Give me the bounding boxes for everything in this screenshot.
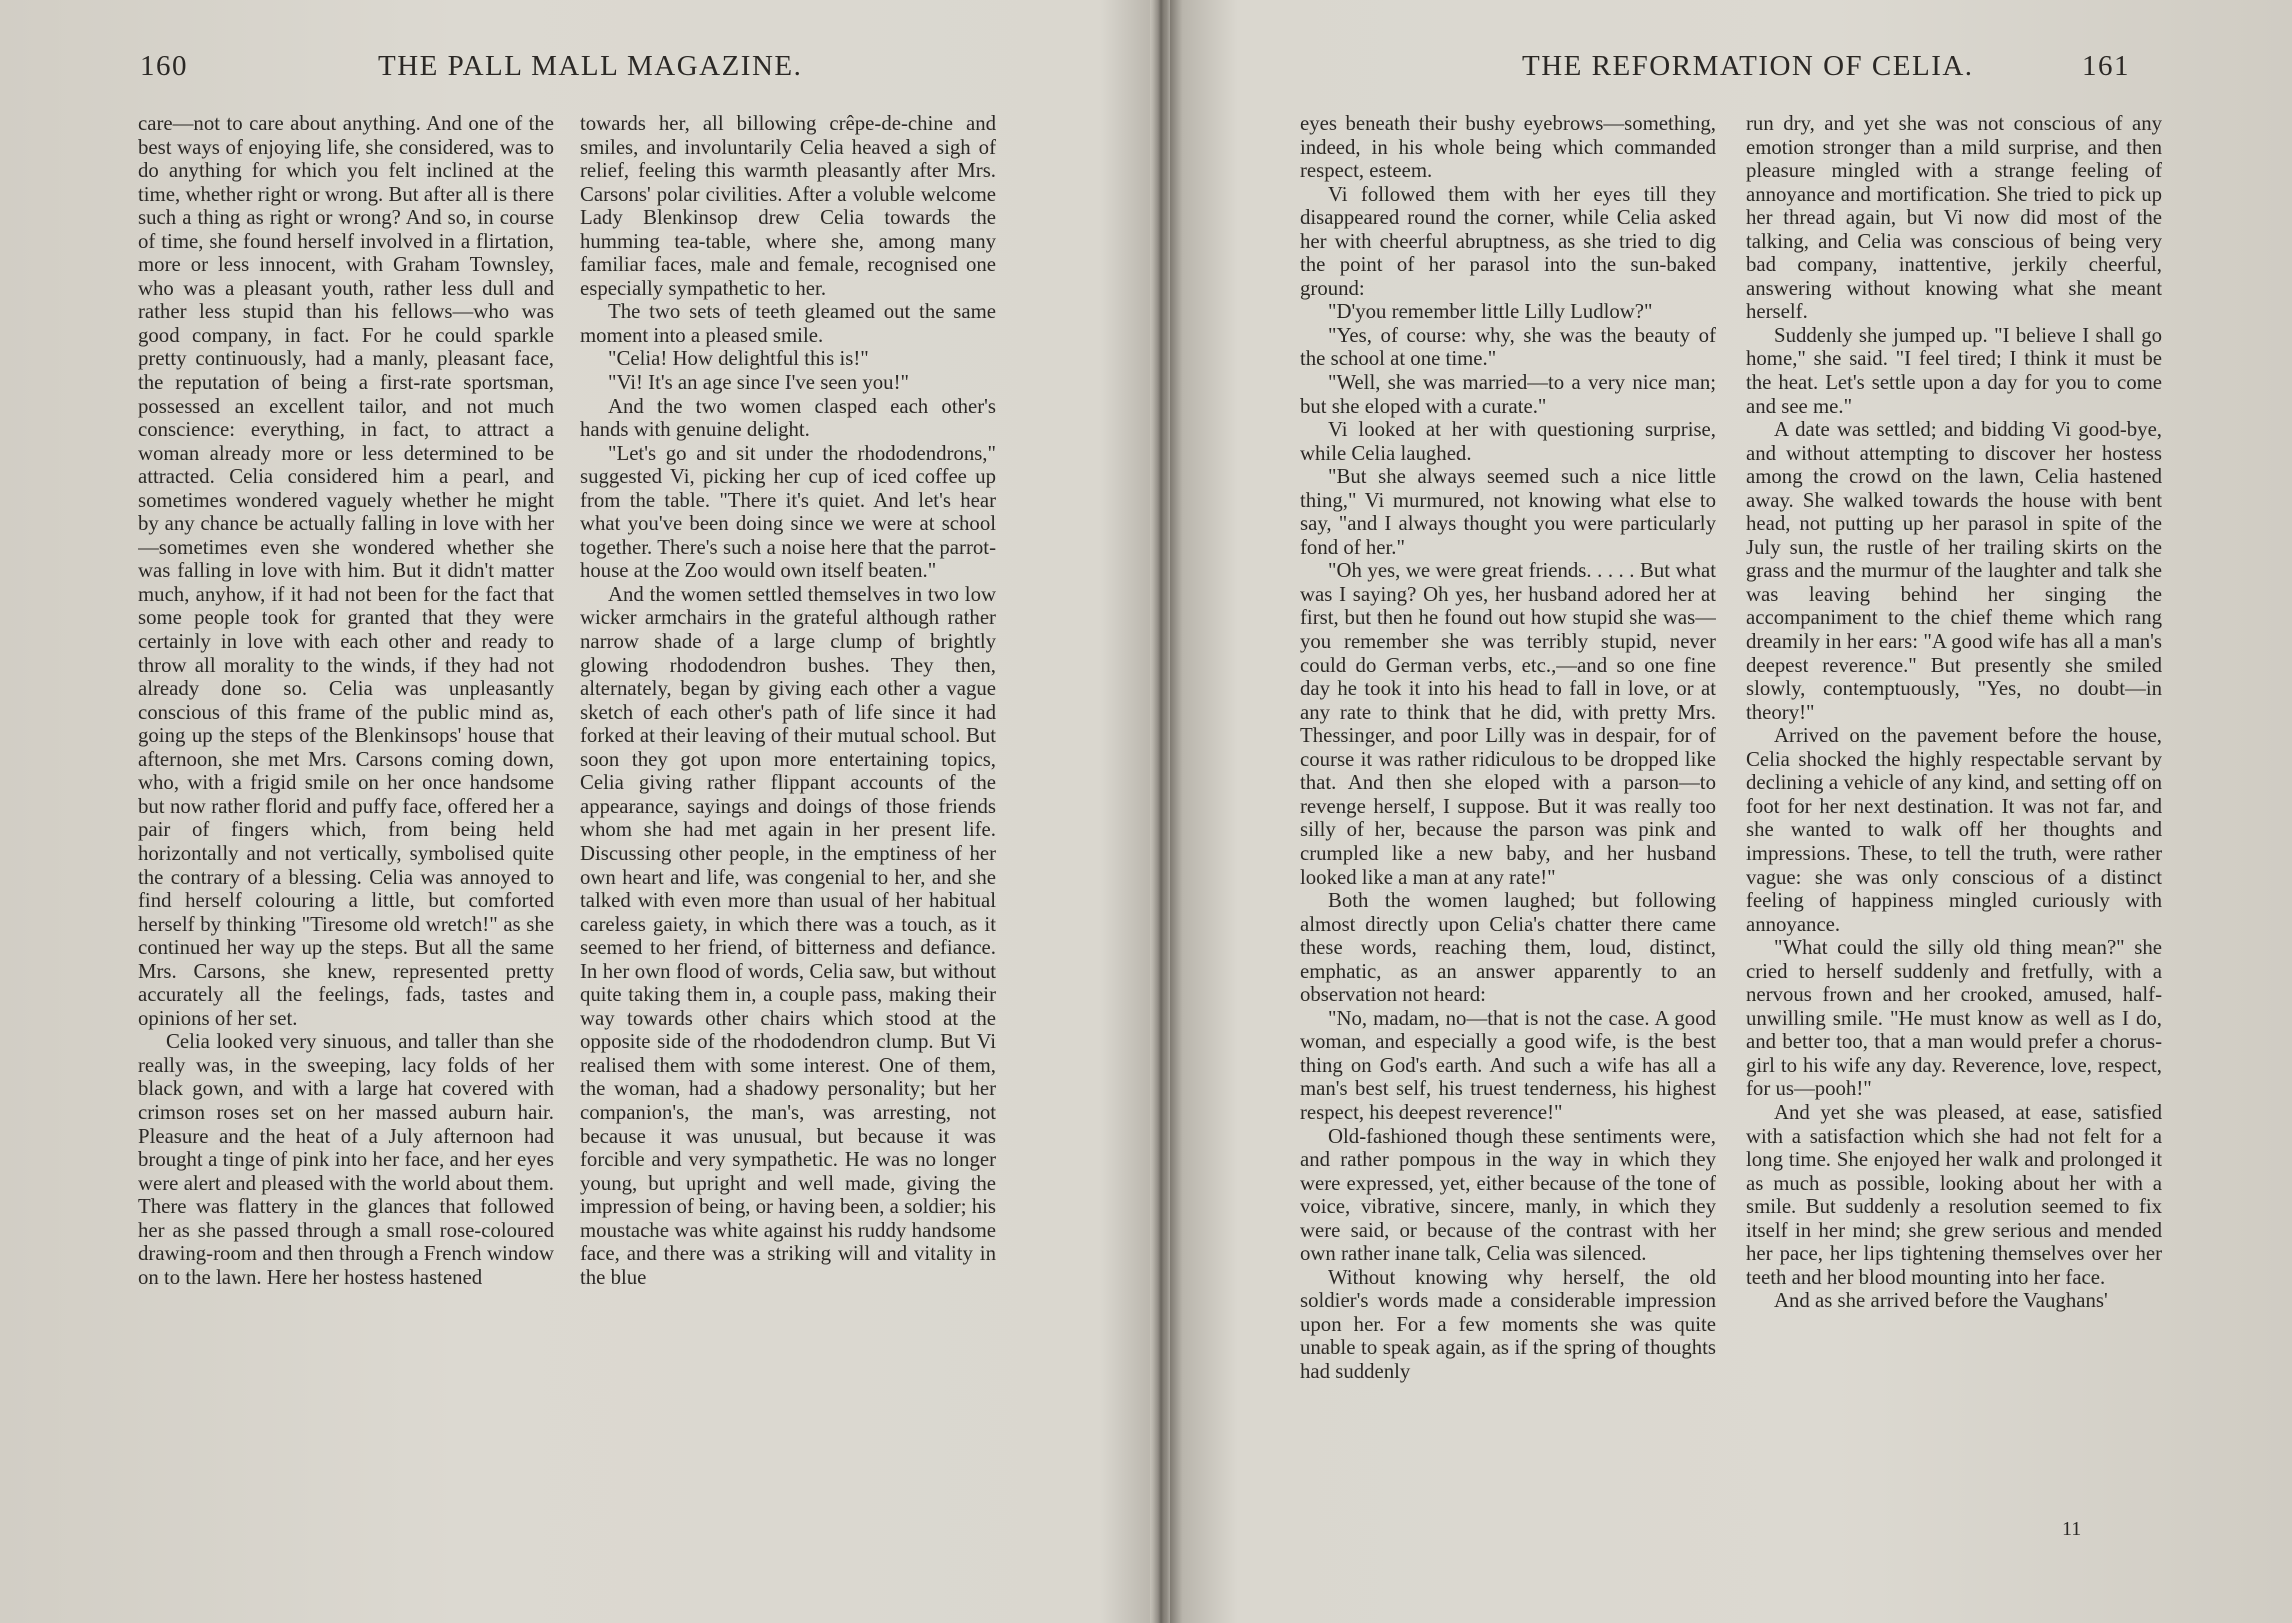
paragraph: "Vi! It's an age since I've seen you!": [608, 371, 909, 395]
paragraph: Vi followed them with her eyes till they disappeared round the corner, while Celia asked her with cheerful abruptness, as she tried to dig the point of her parasol into the sun-baked ground:: [1300, 182, 1716, 300]
paragraph: "Celia! How delightful this is!": [608, 347, 869, 371]
paragraph: "What could the silly old thing mean?" she cried to herself suddenly and fretfully, with a nervous frown and her crooked, amused, half-unwilling smile. "He must know as well as I do, and better too, that a man would prefer a chorus-girl to his wife any day. Reverence, love, respect, for us—pooh!": [1746, 936, 2162, 1101]
paragraph: A date was settled; and bidding Vi good-bye, and without attempting to discover her hostess among the crowd on the lawn, Celia hastened away. She walked towards the house with bent head, not putting up her parasol in spite of the July sun, the rustle of her trailing skirts on the grass and the murmur of the laughter and talk she was leaving behind her singing the accompaniment to the chief theme which rang dreamily in her ears: "A good wife has all a man's deepest reverence." But presently she smiled slowly, contemptuously, "Yes, no doubt—in theory!": [1746, 418, 2162, 724]
paragraph: And the two women clasped each other's hands with genuine delight.: [580, 394, 996, 442]
paragraph: "D'you remember little Lilly Ludlow?": [1328, 300, 1653, 324]
paragraph: "Yes, of course: why, she was the beauty of the school at one time.": [1300, 323, 1716, 371]
left-page-header: [0, 50, 1150, 86]
paragraph: "No, madam, no—that is not the case. A good woman, and especially a good wife, is the best thing on God's earth. And such a wife has all a man's best self, his truest tenderness, his highest respect, his deepest reverence!": [1300, 1006, 1716, 1124]
right-page-number: 161: [2082, 50, 2130, 82]
paragraph: Celia looked very sinuous, and taller than she really was, in the sweeping, lacy folds of her black gown, and with a large hat covered with crimson roses set on her massed auburn hair. Pleasure and the heat of a July afternoon had brought a tinge of pink into her face, and her eyes were alert and pleased with the world about them. There was flattery in the glances that followed her as she passed through a small rose-coloured drawing-room and then through a French window on to the lawn. Here her hostess hastened: [138, 1030, 554, 1289]
left-column-1: [138, 112, 554, 1512]
right-column-2: [1746, 112, 2162, 1512]
paragraph: "Well, she was married—to a very nice man; but she eloped with a curate.": [1300, 371, 1716, 418]
paragraph: Old-fashioned though these sentiments were, and rather pompous in the way in which they were expressed, yet, either because of the tone of voice, vibrative, sincere, manly, in which they were said, or because of the contrast with her own rather inane talk, Celia was silenced.: [1300, 1124, 1716, 1266]
paragraph: Arrived on the pavement before the house, Celia shocked the highly respectable servant by declining a vehicle of any kind, and setting off on foot for her next destination. It was not far, and she wanted to walk off her thoughts and impressions. These, to tell the truth, were rather vague: she was only conscious of a distinct feeling of happiness mingled curiously with annoyance.: [1746, 724, 2162, 936]
paragraph: "But she always seemed such a nice little thing," Vi murmured, not knowing what else to say, "and I always thought you were particularly fond of her.": [1300, 465, 1716, 559]
paragraph: "Oh yes, we were great friends. . . . . But what was I saying? Oh yes, her husband adored her at first, but then he found out how stupid she was—you remember she was terribly stupid, never could do German verbs, etc.,—and so one fine day he took it into his head to fall in love, or at any rate to think that he did, with pretty Mrs. Thessinger, and poor Lilly was in despair, for of course it was rather ridiculous to be dropped like that. And then she eloped with a parson—to revenge herself, I suppose. But it was really too silly of her, because the parson was pink and crumpled like a new baby, and her husband looked like a man at any rate!": [1300, 559, 1716, 889]
paragraph: The two sets of teeth gleamed out the same moment into a pleased smile.: [580, 300, 996, 347]
paragraph: towards her, all billowing crêpe-de-chine and smiles, and involuntarily Celia heaved a sigh of relief, feeling this warmth pleasantly after Mrs. Carsons' polar civilities. After a voluble welcome Lady Blenkinsop drew Celia towards the humming tea-table, where she, among many familiar faces, male and female, recognised one especially sympathetic to her.: [580, 112, 996, 300]
right-column-1: [1300, 112, 1716, 1512]
paragraph: care—not to care about anything. And one of the best ways of enjoying life, she considered, was to do anything for which you felt inclined at the time, whether right or wrong. But after all is there such a thing as right or wrong? And so, in course of time, she found herself involved in a flirtation, more or less innocent, with Graham Townsley, who was a pleasant youth, rather less dull and rather less stupid than his fellows—who was good company, in fact. For he could sparkle pretty continuously, had a manly, pleasant face, the reputation of being a first-rate sportsman, possessed an excellent tailor, and not much conscience: everything, in fact, to attract a woman already more or less determined to be attracted. Celia considered him a pearl, and sometimes wondered vaguely whether he might by any chance be actually falling in love with her—sometimes even she wondered whether she was falling in love with him. But it didn't matter much, anyhow, if it had not been for the fact that some people took for granted that they were certainly in love with each other and ready to throw all morality to the winds, if they had not already done so. Celia was unpleasantly conscious of this frame of the public mind as, going up the steps of the Blenkinsops' house that afternoon, she met Mrs. Carsons coming down, who, with a frigid smile on her once handsome but now rather florid and puffy face, offered her a pair of fingers which, from being held horizontally and not vertically, symbolised quite the contrary of a blessing. Celia was annoyed to find herself colouring a little, but comforted herself by thinking "Tiresome old wretch!" as she continued her way up the steps. But all the same Mrs. Carsons, she knew, represented pretty accurately all the feelings, fads, tastes and opinions of her set.: [138, 112, 554, 1030]
paragraph: Without knowing why herself, the old soldier's words made a considerable impression upon her. For a few moments she was quite unable to speak again, as if the spring of thoughts had suddenly: [1300, 1265, 1716, 1383]
right-page-header: [1170, 50, 2292, 86]
paragraph: run dry, and yet she was not conscious of any emotion stronger than a mild surprise, and then pleasure mingled with a strange feeling of annoyance and mortification. She tried to pick up her thread again, but Vi now did most of the talking, and Celia was conscious of being very bad company, inattentive, jerkily cheerful, answering without knowing what she meant herself.: [1746, 112, 2162, 324]
paragraph: "Let's go and sit under the rhododendrons," suggested Vi, picking her cup of iced coffee up from the table. "There it's quiet. And let's hear what you've been doing since we were at school together. There's such a noise here that the parrot-house at the Zoo would own itself beaten.": [580, 441, 996, 583]
book-gutter: [1150, 0, 1170, 1623]
left-page-number: 160: [140, 50, 188, 82]
paragraph: Vi looked at her with questioning surprise, while Celia laughed.: [1300, 418, 1716, 465]
paragraph: Suddenly she jumped up. "I believe I shall go home," she said. "I feel tired; I think it must be the heat. Let's settle upon a day for you to come and see me.": [1746, 323, 2162, 418]
paragraph: Both the women laughed; but following almost directly upon Celia's chatter there came these words, reaching them, loud, distinct, emphatic, as an answer apparently to an observation not heard:: [1300, 889, 1716, 1007]
left-column-2: [580, 112, 996, 1512]
paragraph: And as she arrived before the Vaughans': [1774, 1289, 2108, 1313]
left-running-head: THE PALL MALL MAGAZINE.: [378, 50, 803, 82]
paragraph: And the women settled themselves in two low wicker armchairs in the grateful although rather narrow shade of a large clump of brightly glowing rhododendron bushes. They then, alternately, began by giving each other a vague sketch of each other's path of life since it had forked at their leaving of their mutual school. But soon they got upon more entertaining topics, Celia giving rather flippant accounts of the appearance, sayings and doings of those friends whom she had met again in her present life. Discussing other people, in the emptiness of her own heart and life, was congenial to her, and she talked with even more than usual of her habitual careless gaiety, in which there was a touch, as it seemed to her friend, of bitterness and defiance. In her own flood of words, Celia saw, but without quite taking them in, a couple pass, making their way towards other chairs which stood at the opposite side of the rhododendron clump. But Vi realised them with some interest. One of them, the woman, had a shadowy personality; but her companion's, the man's, was arresting, not because it was unusual, but because it was forcible and very sympathetic. He was no longer young, but upright and well made, giving the impression of being, or having been, a soldier; his moustache was white against his ruddy handsome face, and there was a striking will and vitality in the blue: [580, 582, 996, 1289]
signature-mark: 11: [2062, 1518, 2082, 1540]
paragraph: And yet she was pleased, at ease, satisfied with a satisfaction which she had not felt for a long time. She enjoyed her walk and prolonged it as much as possible, looking about her with a smile. But suddenly a resolution seemed to fix itself in her mind; she grew serious and mended her pace, her lips tightening themselves over her teeth and her blood mounting into her face.: [1746, 1100, 2162, 1289]
paragraph: eyes beneath their bushy eyebrows—something, indeed, in his whole being which commanded respect, esteem.: [1300, 112, 1716, 183]
right-running-head: THE REFORMATION OF CELIA.: [1522, 50, 1974, 82]
